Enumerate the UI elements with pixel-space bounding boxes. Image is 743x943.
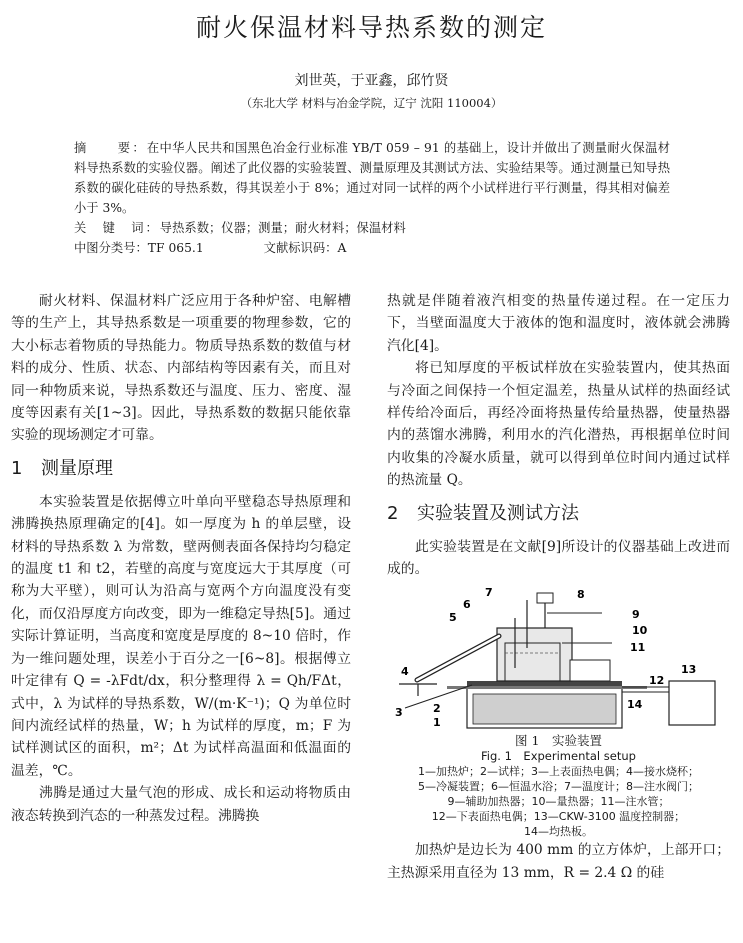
- doc-code: A: [337, 241, 347, 255]
- label-12: 12: [649, 674, 665, 688]
- affiliation: （东北大学 材料与冶金学院，辽宁 沈阳 110004）: [240, 96, 503, 110]
- label-14: 14: [627, 698, 643, 712]
- furnace-heater-fill: [473, 694, 616, 724]
- label-3: 3: [395, 706, 403, 720]
- section-1-heading: [11, 457, 351, 481]
- figure-legend: [387, 764, 730, 839]
- label-4: 4: [401, 665, 409, 679]
- label-10: 10: [632, 624, 648, 638]
- abstract-paragraph: [74, 138, 670, 218]
- boiling-paragraph-continued: 热就是伴随着液汽相变的热量传递过程。在一定压力下，当壁面温度大于液体的饱和温度时，液体就会沸腾汽化[4]。: [387, 293, 730, 354]
- figure-1: [387, 588, 730, 839]
- paper-title: 耐火保温材料导热系数的测定: [195, 13, 547, 42]
- section-2-paragraph-1: 此实验装置是在文献[9]所设计的仪器基础上改进而成的。: [387, 538, 730, 578]
- abstract-block: [74, 138, 670, 258]
- section-2-number: 2: [387, 502, 399, 524]
- label-1: 1: [433, 716, 441, 730]
- label-7: 7: [485, 588, 493, 600]
- abstract-text: 在中华人民共和国黑色冶金行业标准 YB/T 059 – 91 的基础上，设计并做出了测量耐火保温材料导热系数的实验仪器。阐述了此仪器的实验装置、测量原理及其测试方法、实验结果等。通过测量已知导热系数的碳化硅砖的导热系数，得其误差小于 8%；通过对同一试样的两个小试样进行平行测量，得其相对偏差小于 3%。: [74, 141, 670, 215]
- keywords: 导热系数；仪器；测量；耐火材料；保温材料: [159, 221, 406, 235]
- temperature-controller-shape: [669, 681, 715, 725]
- label-2: 2: [433, 702, 441, 716]
- legend-line: 9—辅助加热器；10—量热器；11—注水管；: [447, 795, 670, 809]
- section-2-title: 实验装置及测试方法: [417, 502, 579, 524]
- legend-line: 14—均热板。: [524, 825, 593, 839]
- abstract-label: 摘 要：: [74, 141, 147, 155]
- right-column: [387, 290, 730, 884]
- figure-caption-cn: 图 1 实验装置: [515, 733, 602, 749]
- keywords-line: [74, 218, 670, 238]
- auxiliary-box-shape: [570, 660, 610, 681]
- label-8: 8: [577, 588, 585, 602]
- keywords-label: 关 键 词：: [74, 221, 160, 235]
- left-column: [11, 290, 351, 827]
- clc-code: TF 065.1: [147, 241, 204, 255]
- section-1-title: 测量原理: [41, 457, 113, 479]
- experimental-setup-diagram: [387, 588, 730, 733]
- legend-line: 12—下表面热电偶；13—CKW-3100 温度控制器；: [431, 810, 686, 824]
- figure-caption-en: Fig. 1 Experimental setup: [481, 749, 636, 764]
- intro-paragraph: 耐火材料、保温材料广泛应用于各种炉窑、电解槽等的生产上，其导热系数是一项重要的物理参数，它的大小标志着物质的导热能力。物质导热系数的数值与材料的成分、性质、状态、内部结构等因素有关，而且对同一种物质来说，导热系数还与温度、压力、密度、湿度等因素有关[1~3]。因此，导热系数的数据只能依靠实验的现场测定才可靠。: [11, 293, 351, 444]
- heat-spreader-plate-shape: [447, 686, 647, 689]
- doc-code-label: 文献标识码：: [263, 241, 338, 255]
- water-bath-shape: [497, 628, 572, 681]
- legend-line: 1—加热炉；2—试样；3—上表面热电偶；4—接水烧杯；: [418, 765, 699, 779]
- legend-line: 5—冷凝装置；6—恒温水浴；7—温度计；8—注水阀门；: [418, 780, 699, 794]
- measurement-paragraph: 将已知厚度的平板试样放在实验装置内，使其热面与冷面之间保持一个恒定温差，热量从试样的热面经试样传给冷面后，再经冷面将热量传给量热器，使量热器内的蒸馏水沸腾，利用水的汽化潜热，再根据单位时间内收集的冷凝水质量，就可以得到单位时间内通过试样的热流量 Q。: [387, 360, 730, 489]
- label-11: 11: [630, 641, 646, 655]
- label-13: 13: [681, 663, 697, 677]
- section-1-number: 1: [11, 457, 23, 479]
- clc-label: 中图分类号：: [74, 241, 148, 255]
- sample-plate-shape: [467, 681, 622, 686]
- section-1-paragraph-1: 本实验装置是依据傅立叶单向平壁稳态导热原理和沸腾换热原理确定的[4]。如一厚度为 h 的单层壁，设材料的导热系数 λ 为常数，壁两侧表面各保持均匀稳定的温度 t1 和 t2，若壁的高度与宽度远大于其厚度（可称为大平壁），则可认为沿高与宽两个方向温度没有变化，而仅沿厚度方向改变，即为一维稳定导热[5]。通过实际计算证明，当高度和宽度是厚度的 8~10 倍时，作为一维问题处理，误差小于百分之一[6~8]。根据傅立叶定律有 Q = -λFdt/dx，积分整理得 λ = Qh/FΔt，式中，λ 为试样的导热系数，W/(m·K⁻¹)；Q 为单位时间内流经试样的热量，W；h 为试样的厚度，m；F 为试样测试区的面积，m²；Δt 为试样高温面和低温面的温差，℃。: [11, 493, 351, 779]
- label-9: 9: [632, 608, 640, 622]
- valve-shape: [537, 593, 553, 603]
- section-2-paragraph-2: 加热炉是边长为 400 mm 的立方体炉，上部开口；主热源采用直径为 13 mm，R = 2.4 Ω 的硅: [387, 842, 730, 881]
- classification-line: [74, 238, 670, 258]
- section-1-paragraph-2: 沸腾是通过大量气泡的形成、成长和运动将物质由液态转换到汽态的一种蒸发过程。沸腾换: [11, 785, 351, 824]
- authors: 刘世英，于亚鑫，邱竹贤: [294, 73, 449, 89]
- label-5: 5: [449, 611, 457, 625]
- label-6: 6: [463, 598, 471, 612]
- section-2-heading: [387, 502, 730, 526]
